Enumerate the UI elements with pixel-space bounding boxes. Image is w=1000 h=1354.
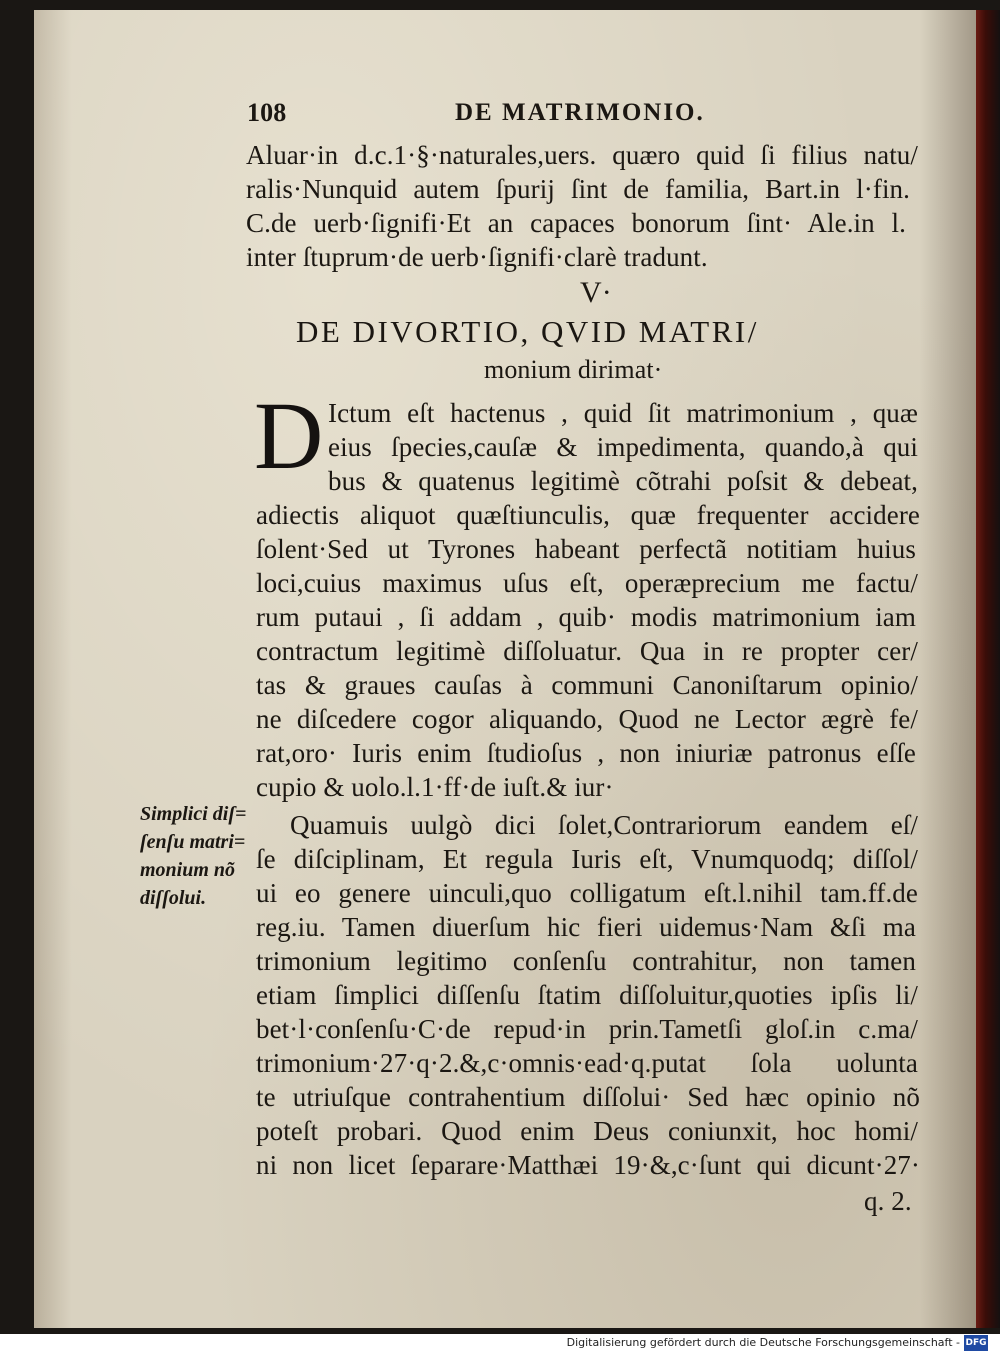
text-line: eius ſpecies,cauſæ & impedimenta, quando,à qui [328, 432, 918, 462]
marginal-note-line: Simplici diſ= [140, 803, 247, 825]
text-line: Aluar·in d.c.1·§·naturales,uers. quæro quid ſi filius natu/ [246, 140, 918, 170]
text-line: bet·l·conſenſu·C·de repud·in prin.Tametſi gloſ.in c.ma/ [256, 1014, 918, 1044]
text-line: te utriuſque contrahentium diſſolui· Sed hæc opinio nõ [256, 1082, 920, 1112]
text-line: trimonium legitimo conſenſu contrahitur, non tamen [256, 946, 916, 976]
book-binding-edge [976, 10, 1000, 1328]
text-line: rum putaui , ſi addam , quib· modis matrimonium iam [256, 602, 916, 632]
text-line: trimonium·27·q·2.&,c·omnis·ead·q.putat ſola uolunta [256, 1048, 918, 1078]
marginal-note-line: diſſolui. [140, 887, 207, 909]
section-number: V· [580, 276, 612, 309]
digitization-credit-bar [0, 1334, 1000, 1354]
text-line: etiam ſimplici diſſenſu ſtatim diſſoluitur,quoties ipſis li/ [256, 980, 918, 1010]
text-line: tas & graues cauſas à communi Canoniſtarum opinio/ [256, 670, 918, 700]
text-line: loci,cuius maximus uſus eſt, operæprecium me factu/ [256, 568, 918, 598]
text-line: ui eo genere uinculi,quo colligatum eſt.l.nihil tam.ff.de [256, 878, 918, 908]
marginal-note-line: monium nõ [140, 859, 236, 881]
text-line: C.de uerb·ſignifi·Et an capaces bonorum ſint· Ale.in l. [246, 208, 906, 238]
text-line: cupio & uolo.l.1·ff·de iuſt.& iur· [256, 772, 614, 802]
text-line: ſe diſciplinam, Et regula Iuris eſt, Vnumquodq; diſſol/ [256, 844, 918, 874]
drop-cap: D [254, 382, 324, 489]
catchword: q. 2. [864, 1186, 912, 1216]
text-line: ni non licet ſeparare·Matthæi 19·&,c·ſunt qui dicunt·27· [256, 1150, 920, 1180]
text-line: contractum legitimè diſſoluatur. Qua in re propter cer/ [256, 636, 918, 666]
text-line: ne diſcedere cogor aliquando, Quod ne Lector ægrè fe/ [256, 704, 918, 734]
chapter-title: DE DIVORTIO, QVID MATRI/ [296, 314, 759, 349]
digitization-credit: Digitalisierung gefördert durch die Deutsche Forschungsgemeinschaft - [566, 1336, 960, 1349]
marginal-note-line: ſenſu matri= [140, 831, 246, 853]
dfg-logo-icon: DFG [964, 1335, 988, 1351]
text-line: bus & quatenus legitimè cõtrahi poſsit & debeat, [328, 466, 918, 496]
running-title: DE MATRIMONIO. [455, 99, 705, 126]
page-number: 108 [247, 98, 287, 127]
text-line: inter ſtuprum·de uerb·ſignifi·clarè tradunt. [246, 242, 708, 272]
text-line: rat,oro· Iuris enim ſtudioſus , non iniuriæ patronus eſſe [256, 738, 916, 768]
text-line: reg.iu. Tamen diuerſum hic fieri uidemus·Nam &ſi ma [256, 912, 916, 942]
text-line: ſolent·Sed ut Tyrones habeant perfectã notitiam huius [256, 534, 916, 564]
text-line: adiectis aliquot quæſtiunculis, quæ frequenter accidere [256, 500, 920, 530]
text-line: Quamuis uulgò dici ſolet,Contrariorum eandem eſ/ [290, 810, 918, 840]
text-line: ralis·Nunquid autem ſpurij ſint de familia, Bart.in l·fin. [246, 174, 910, 204]
text-line: poteſt probari. Quod enim Deus coniunxit, hoc homi/ [256, 1116, 918, 1146]
chapter-title-continuation: monium dirimat· [484, 355, 663, 384]
text-line: Ictum eſt hactenus , quid ſit matrimonium , quæ [328, 398, 918, 428]
